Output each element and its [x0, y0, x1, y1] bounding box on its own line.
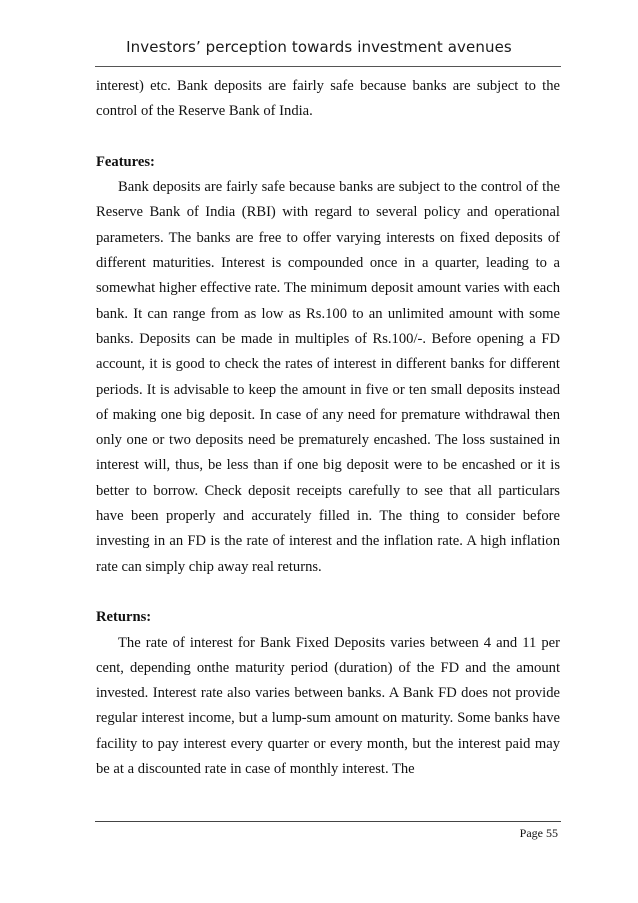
footer-divider	[95, 821, 561, 822]
header-divider	[95, 66, 561, 67]
paragraph-gap	[96, 125, 560, 150]
features-heading: Features:	[96, 153, 155, 170]
intro-paragraph: interest) etc. Bank deposits are fairly safe because banks are subject to the control of the Reserve Bank of India.	[96, 78, 560, 120]
paragraph-gap	[96, 580, 560, 605]
body-text	[96, 74, 560, 782]
returns-paragraph: The rate of interest for Bank Fixed Deposits varies between 4 and 11 per cent, depending onthe maturity period (duration) of the FD and the amount invested. Interest rate also varies between banks. A Bank FD does not provide regular interest income, but a lump-sum amount on maturity. Some banks have facility to pay interest every quarter or every month, but the interest paid may be at a discounted rate in case of monthly interest. The	[96, 634, 560, 778]
features-paragraph: Bank deposits are fairly safe because banks are subject to the control of the Reserve Bank of India (RBI) with regard to several policy and operational parameters. The banks are free to offer varying interests on fixed deposits of different maturities. Interest is compounded once in a quarter, leading to a somewhat higher effective rate. The minimum deposit amount varies with each bank. It can range from as low as Rs.100 to an unlimited amount with some banks. Deposits can be made in multiples of Rs.100/-. Before opening a FD account, it is good to check the rates of interest in different banks for different periods. It is advisable to keep the amount in five or ten small deposits instead of making one big deposit. In case of any need for premature withdrawal then only one or two deposits need be prematurely encashed. The loss sustained in interest will, thus, be less than if one big deposit were to be encashed or it is better to borrow. Check deposit receipts carefully to see that all particulars have been properly and accurately filled in. The thing to consider before investing in an FD is the rate of interest and the inflation rate. A high inflation rate can simply chip away real returns.	[96, 179, 560, 575]
returns-heading: Returns:	[96, 609, 152, 626]
page-number: Page 55	[519, 826, 558, 840]
running-header-title: Investors’ perception towards investment avenues	[126, 38, 512, 56]
